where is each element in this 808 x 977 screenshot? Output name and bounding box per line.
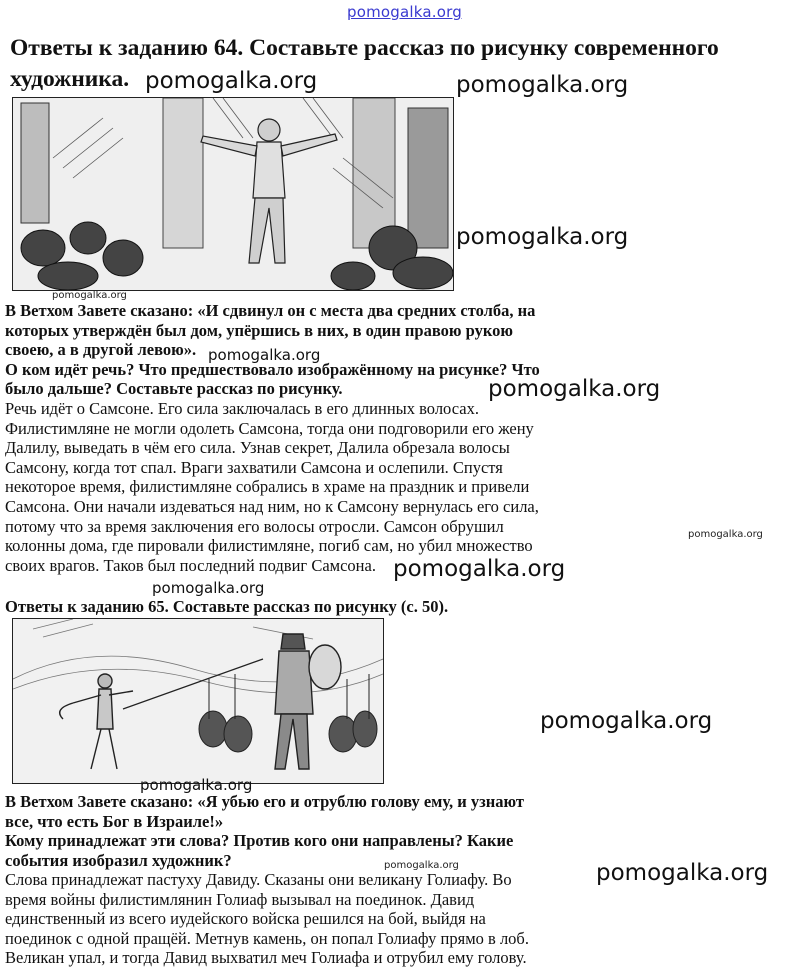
watermark-big-3: pomogalka.org [456, 224, 629, 250]
watermark-small-1: pomogalka.org [52, 290, 127, 301]
task65-question-line: Кому принадлежат эти слова? Против кого они направлены? Какие [5, 831, 514, 851]
watermark-big-1: pomogalka.org [145, 68, 318, 94]
task64-answer-line: некоторое время, филистимляне собрались в храме на праздник и привели [5, 477, 530, 497]
task65-answer-line: время войны филистимлянин Голиаф вызывал на поединок. Давид [5, 889, 475, 909]
task64-answer-line: Речь идёт о Самсоне. Его сила заключалась в его длинных волосах. [5, 399, 479, 418]
task65-quote-line: все, что есть Бог в Израиле!» [5, 811, 224, 831]
task64-quote-line: В Ветхом Завете сказано: «И сдвинул он с места два средних столба, на [5, 301, 536, 320]
watermark-mid-1: pomogalka.org [208, 346, 321, 364]
watermark-mid-3: pomogalka.org [140, 776, 253, 794]
task65-quote [5, 792, 524, 870]
task65-quote-line: В Ветхом Завете сказано: «Я убью его и отрублю голову ему, и узнают [5, 792, 525, 811]
watermark-mid-2: pomogalka.org [152, 579, 265, 597]
task65-question-line: события изобразил художник? [5, 850, 232, 870]
watermark-big-2: pomogalka.org [456, 72, 629, 98]
task64-answer-line: колонны дома, где пировали филистимляне, погиб сам, но убил множество [5, 536, 533, 556]
task64-answer [5, 399, 539, 575]
task64-quote-line: которых утверждён был дом, упёршись в них, в один правою рукою [5, 320, 513, 340]
david-goliath-illustration [12, 618, 384, 784]
task64-answer-line: Самсона. Они начали издеваться над ним, но к Самсону вернулась его сила, [5, 496, 539, 516]
site-link[interactable]: pomogalka.org [347, 3, 462, 21]
task64-answer-line: потому что за время заключения его волосы отросли. Самсон обрушил [5, 516, 504, 536]
task65-answer-line: единственный из всего иудейского войска решился на бой, выйдя на [5, 909, 486, 929]
watermark-big-4: pomogalka.org [488, 376, 661, 402]
watermark-big-7: pomogalka.org [596, 860, 769, 886]
task65-answer-line: поединок с одной пращёй. Метнув камень, он попал Голиафу прямо в лоб. [5, 928, 529, 948]
task65-answer-line: Великан упал, и тогда Давид выхватил меч Голиафа и отрубил ему голову. [5, 948, 527, 968]
task65-title: Ответы к заданию 65. Составьте рассказ по рисунку (с. 50). [5, 597, 449, 616]
task64-answer-line: своих врагов. Таков был последний подвиг Самсона. [5, 555, 376, 575]
task64-question-line: было дальше? Составьте рассказ по рисунку. [5, 379, 343, 399]
task64-title [10, 33, 808, 95]
task64-title-line2: художника. [10, 66, 130, 92]
watermark-small-2: pomogalka.org [688, 529, 763, 540]
task65-answer-line: Слова принадлежат пастуху Давиду. Сказаны они великану Голиафу. Во [5, 870, 512, 889]
task64-question-line: О ком идёт речь? Что предшествовало изображённому на рисунке? Что [5, 359, 540, 379]
watermark-big-5: pomogalka.org [393, 556, 566, 582]
task65-answer [5, 870, 529, 968]
samson-illustration [12, 97, 454, 291]
task64-quote-line: своею, а в другой левою». [5, 340, 197, 360]
task64-answer-line: Самсону, когда тот спал. Враги захватили Самсона и ослепили. Спустя [5, 457, 503, 477]
watermark-big-6: pomogalka.org [540, 708, 713, 734]
task64-title-line1: Ответы к заданию 64. Составьте рассказ по рисунку современного [10, 35, 719, 61]
task64-answer-line: Далилу, выведать в чём его сила. Узнав секрет, Далила обрезала волосы [5, 438, 510, 458]
task64-answer-line: Филистимляне не могли одолеть Самсона, тогда они подговорили его жену [5, 418, 534, 438]
watermark-small-3: pomogalka.org [384, 860, 459, 871]
